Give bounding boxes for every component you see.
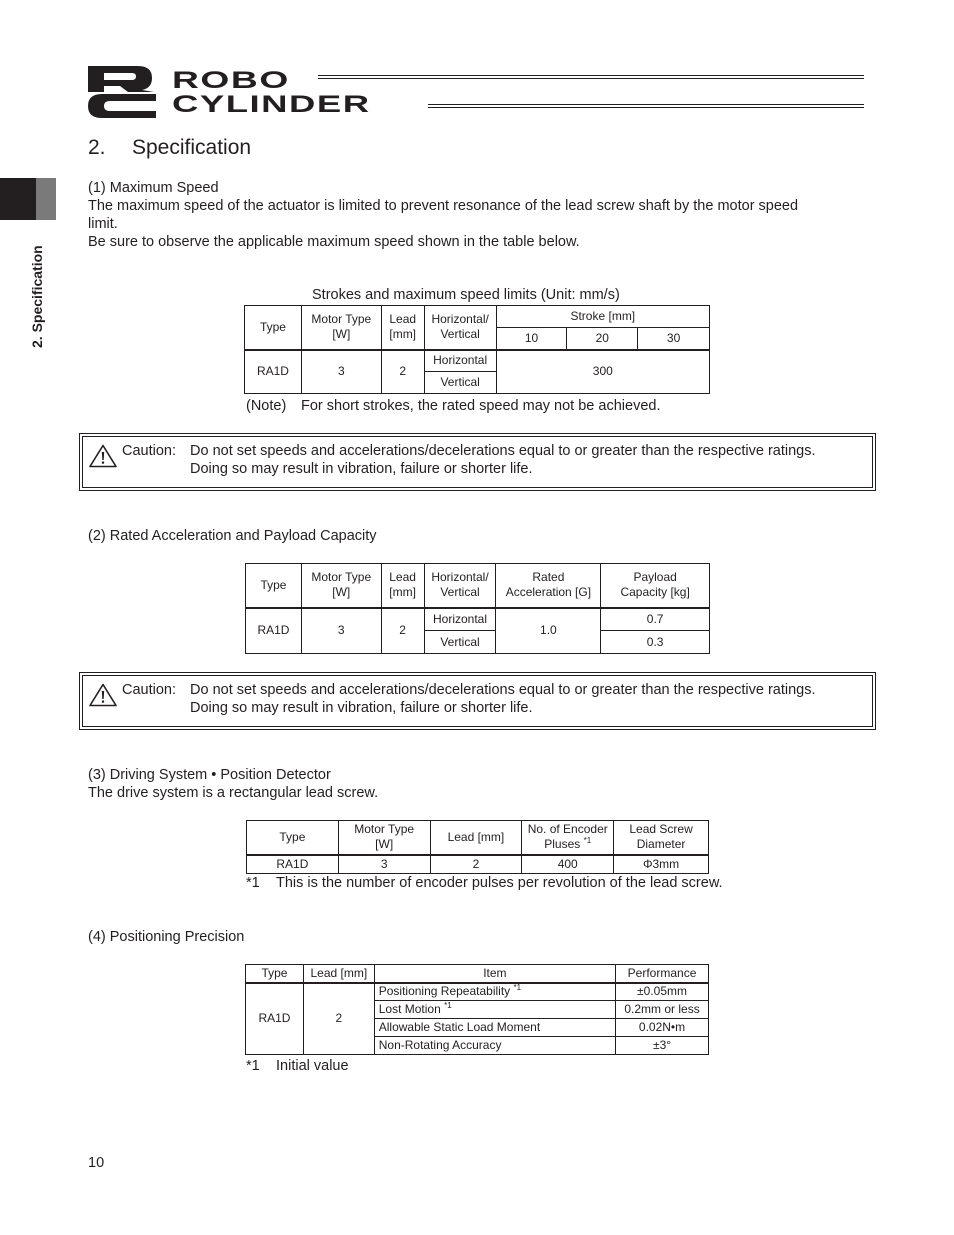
logo-word-cylinder: CYLINDER xyxy=(172,91,371,118)
warning-triangle-icon xyxy=(89,444,117,468)
max-speed-table xyxy=(244,305,710,394)
caution-line2: Doing so may result in vibration, failure or shorter life. xyxy=(190,461,533,477)
warning-triangle-icon xyxy=(89,683,117,707)
cell-type: RA1D xyxy=(246,608,302,654)
cell-vertical: Vertical xyxy=(424,631,496,654)
cell-vertical: Vertical xyxy=(424,372,496,394)
precision-heading: (4) Positioning Precision xyxy=(88,929,245,945)
cell-type: RA1D xyxy=(246,983,304,1055)
speed-note-label: (Note) xyxy=(246,398,287,414)
cell-type: RA1D xyxy=(247,855,339,874)
precision-footnote-mark: *1 xyxy=(246,1058,260,1074)
cell-rated-acceleration: 1.0 xyxy=(496,608,601,654)
max-speed-para1-line2: limit. xyxy=(88,216,118,232)
header-type: Type xyxy=(246,564,302,608)
max-speed-para2: Be sure to observe the applicable maximum speed shown in the table below. xyxy=(88,234,580,250)
cell-encoder: 400 xyxy=(522,855,614,874)
caution-line1: Do not set speeds and accelerations/decelerations equal to or greater than the respective ratings. xyxy=(190,443,816,459)
caution-line2: Doing so may result in vibration, failure or shorter life. xyxy=(190,700,533,716)
header-lead: Lead [mm] xyxy=(430,821,522,855)
caution-label: Caution: xyxy=(122,682,177,698)
cell-horizontal: Horizontal xyxy=(424,608,496,631)
header-orientation: Horizontal/ Vertical xyxy=(424,564,496,608)
header-type: Type xyxy=(246,965,304,983)
header-item: Item xyxy=(374,965,615,983)
driving-footnote-mark: *1 xyxy=(246,875,260,891)
cell-performance-static-load: 0.02N•m xyxy=(616,1019,709,1037)
header-encoder-pulses: No. of Encoder Pluses $^{*1}$ xyxy=(522,821,614,855)
cell-performance-non-rotating: ±3° xyxy=(616,1037,709,1055)
rc-logo-icon xyxy=(88,66,156,118)
header-stroke: Stroke [mm] xyxy=(496,306,709,328)
driving-footnote-text: This is the number of encoder pulses per revolution of the lead screw. xyxy=(276,875,723,891)
cell-max-speed: 300 xyxy=(496,350,709,394)
cell-motor: 3 xyxy=(301,608,381,654)
cell-performance-lost-motion: 0.2mm or less xyxy=(616,1001,709,1019)
header-lead: Lead [mm] xyxy=(381,306,424,350)
driving-heading: (3) Driving System • Position Detector xyxy=(88,767,331,783)
header-performance: Performance xyxy=(616,965,709,983)
page-number: 10 xyxy=(88,1155,105,1171)
caution-box xyxy=(79,672,876,730)
cell-item-static-load: Allowable Static Load Moment xyxy=(374,1019,615,1037)
header-screw-diameter: Lead Screw Diameter xyxy=(614,821,709,855)
caution-box xyxy=(79,433,876,491)
section-number: 2. xyxy=(88,136,106,159)
cell-payload-horizontal: 0.7 xyxy=(601,608,710,631)
cell-lead: 2 xyxy=(303,983,374,1055)
header-lead: Lead [mm] xyxy=(303,965,374,983)
cell-item-lost-motion: Lost Motion $^{*1}$ xyxy=(374,1001,615,1019)
caution-label: Caution: xyxy=(122,443,177,459)
cell-payload-vertical: 0.3 xyxy=(601,631,710,654)
section-title-text: Specification xyxy=(132,136,252,159)
cell-lead: 2 xyxy=(381,608,424,654)
header-rated-acceleration: Rated Acceleration [G] xyxy=(496,564,601,608)
header-orientation: Horizontal/ Vertical xyxy=(424,306,496,350)
precision-footnote-text: Initial value xyxy=(276,1058,349,1074)
acceleration-heading: (2) Rated Acceleration and Payload Capacity xyxy=(88,528,377,544)
robo-cylinder-logo xyxy=(88,66,428,118)
header-stroke-20: 20 xyxy=(567,328,638,350)
max-speed-para1-line1: The maximum speed of the actuator is limited to prevent resonance of the lead screw shaft by the motor speed xyxy=(88,198,799,214)
header-lead: Lead [mm] xyxy=(381,564,424,608)
side-tab-grey xyxy=(36,178,56,220)
acceleration-table xyxy=(245,563,710,654)
cell-item-repeatability: Positioning Repeatability $^{*1}$ xyxy=(374,983,615,1001)
header-rule-bottom-1 xyxy=(428,104,864,105)
speed-table-caption: Strokes and maximum speed limits (Unit: mm/s) xyxy=(312,287,620,303)
header-rule-top-1 xyxy=(318,75,864,76)
cell-horizontal: Horizontal xyxy=(424,350,496,372)
precision-table xyxy=(245,964,709,1055)
cell-diameter: Φ3mm xyxy=(614,855,709,874)
header-motor-type: Motor Type [W] xyxy=(338,821,430,855)
header-motor-type: Motor Type [W] xyxy=(301,564,381,608)
cell-motor: 3 xyxy=(301,350,381,394)
caution-line1: Do not set speeds and accelerations/decelerations equal to or greater than the respective ratings. xyxy=(190,682,816,698)
logo-word-robo: ROBO xyxy=(172,67,290,94)
speed-note-text: For short strokes, the rated speed may not be achieved. xyxy=(301,398,661,414)
cell-type: RA1D xyxy=(245,350,302,394)
header-stroke-10: 10 xyxy=(496,328,567,350)
side-tab-label: 2. Specification xyxy=(29,245,45,348)
header-motor-type: Motor Type [W] xyxy=(301,306,381,350)
header-type: Type xyxy=(245,306,302,350)
page-title xyxy=(88,136,251,160)
header-rule-bottom-2 xyxy=(428,107,864,108)
driving-text: The drive system is a rectangular lead screw. xyxy=(88,785,379,801)
header-stroke-30: 30 xyxy=(638,328,710,350)
side-tab-dark xyxy=(0,178,36,220)
driving-table xyxy=(246,820,709,874)
cell-item-non-rotating: Non-Rotating Accuracy xyxy=(374,1037,615,1055)
cell-motor: 3 xyxy=(338,855,430,874)
cell-performance-repeatability: ±0.05mm xyxy=(616,983,709,1001)
header-payload: Payload Capacity [kg] xyxy=(601,564,710,608)
max-speed-heading: (1) Maximum Speed xyxy=(88,180,219,196)
cell-lead: 2 xyxy=(430,855,522,874)
header-rule-top-2 xyxy=(318,78,864,79)
cell-lead: 2 xyxy=(381,350,424,394)
header-type: Type xyxy=(247,821,339,855)
